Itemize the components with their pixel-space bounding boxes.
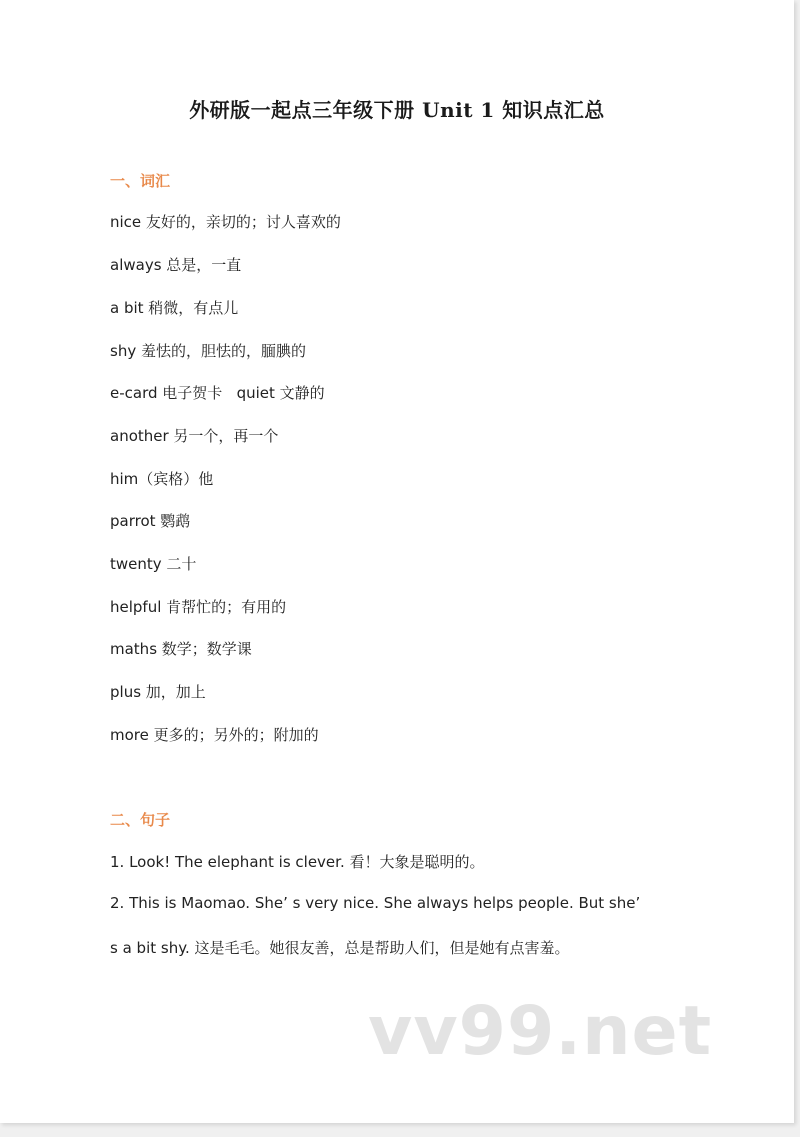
sentence-section-heading: 二、句子 [110, 811, 171, 829]
vocab-item: always 总是，一直 [110, 256, 242, 274]
vocab-item: parrot 鹦鹉 [110, 512, 191, 530]
vocab-item: him（宾格）他 [110, 470, 214, 488]
sentence-line: s a bit shy. 这是毛毛。她很友善，总是帮助人们，但是她有点害羞。 [110, 939, 570, 957]
vocab-item: shy 羞怯的，胆怯的，腼腆的 [110, 342, 306, 360]
vocab-item: a bit 稍微，有点儿 [110, 299, 239, 317]
vocab-item: another 另一个，再一个 [110, 427, 279, 445]
sentence-line: 1. Look! The elephant is clever. 看！大象是聪明的。 [110, 853, 485, 871]
watermark: vv99.net [368, 992, 713, 1071]
vocab-section-heading: 一、词汇 [110, 172, 171, 190]
vocab-item: nice 友好的，亲切的；讨人喜欢的 [110, 213, 341, 231]
document-title: 外研版一起点三年级下册 Unit 1 知识点汇总 [189, 98, 605, 122]
sentence-line: 2. This is Maomao. She’ s very nice. She always helps people. But she’ [110, 894, 641, 912]
vocab-item: more 更多的；另外的；附加的 [110, 726, 319, 744]
vocab-item: helpful 肯帮忙的；有用的 [110, 598, 287, 616]
vocab-item: e-card 电子贺卡 quiet 文静的 [110, 384, 325, 402]
vocab-item: twenty 二十 [110, 555, 197, 573]
vocab-item: maths 数学；数学课 [110, 640, 252, 658]
vocab-item: plus 加，加上 [110, 683, 206, 701]
